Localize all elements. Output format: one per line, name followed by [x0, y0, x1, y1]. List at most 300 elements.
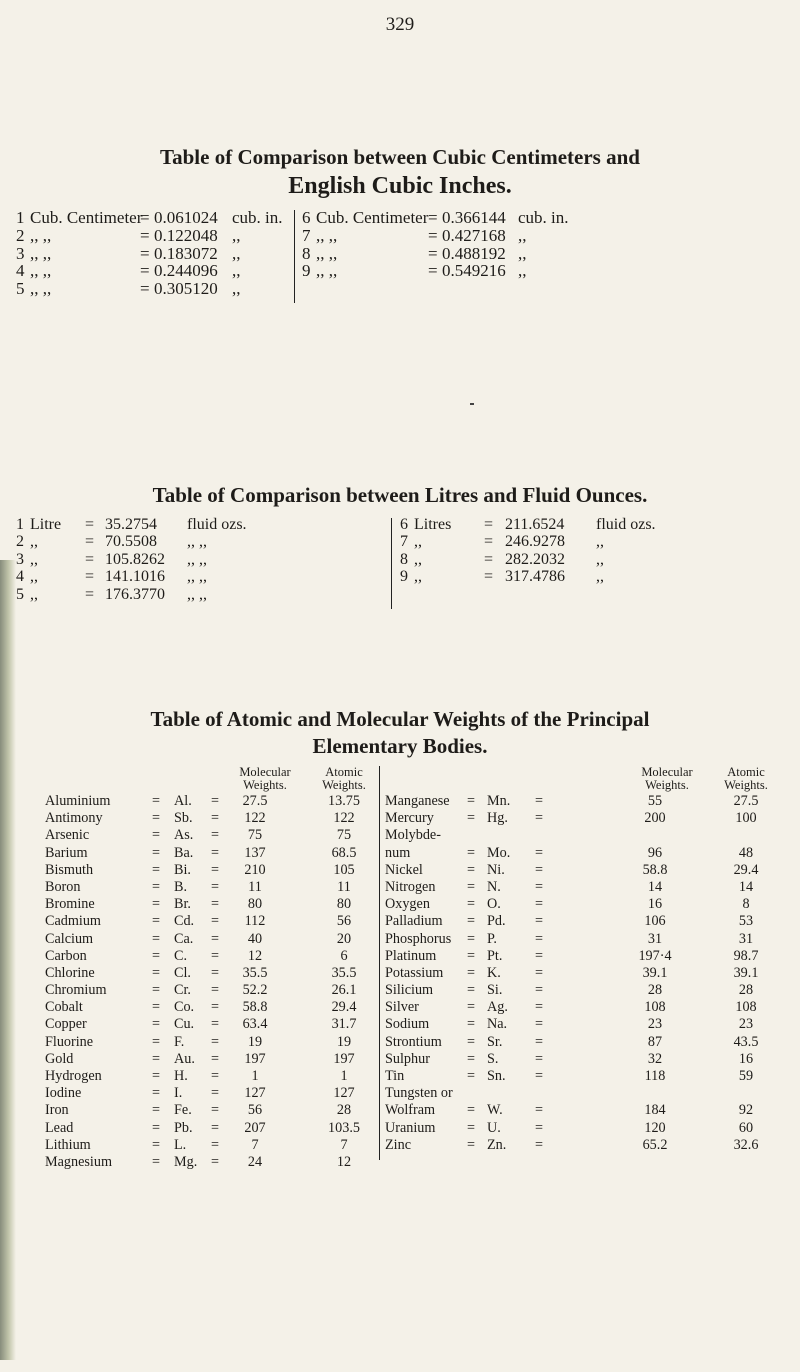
element-symbol: Mg. — [174, 1153, 198, 1170]
molecular-weight: 14 — [647, 878, 663, 895]
equals-sign: = — [85, 568, 95, 586]
element-name: Mercury — [385, 810, 434, 827]
element-symbol: W. — [487, 1102, 503, 1119]
equals-sign: = — [211, 1016, 220, 1033]
molecular-weight: 200 — [644, 810, 666, 827]
element-row — [45, 1154, 380, 1171]
molecular-weight: 63.4 — [242, 1016, 268, 1033]
molecular-weight: 28 — [647, 982, 663, 999]
element-row — [385, 931, 797, 948]
molecular-weight: 19 — [247, 1033, 263, 1050]
equals-sign: = — [467, 793, 476, 809]
element-name: Silicium — [385, 982, 434, 999]
unit-suffix: cub. in. — [518, 208, 569, 227]
equals-sign: = — [140, 208, 150, 227]
element-name: Platinum — [385, 947, 437, 964]
molecular-weight: 127 — [244, 1085, 266, 1102]
row-number: 4 — [16, 261, 25, 281]
element-name: Fluorine — [45, 1033, 94, 1050]
equals-sign: = — [152, 827, 161, 844]
value: 176.3770 — [105, 585, 165, 603]
value: 0.366144 — [442, 208, 506, 227]
equals-sign: = — [467, 861, 476, 878]
element-symbol: Bi. — [174, 861, 191, 878]
left-header-atomic: Atomic Weights. — [322, 765, 366, 792]
equals-sign: = — [467, 964, 476, 981]
equals-sign: = — [535, 861, 544, 878]
element-symbol: Hg. — [487, 810, 508, 827]
atomic-weight: 27.5 — [733, 793, 759, 809]
value: 0.061024 — [154, 208, 218, 227]
element-name: Cadmium — [45, 913, 101, 930]
atomic-weight: 122 — [333, 810, 355, 827]
unit-label: ,, — [30, 550, 38, 568]
element-symbol: H. — [174, 1068, 188, 1084]
molecular-weight: 40 — [247, 930, 263, 947]
equals-sign: = — [152, 1050, 161, 1067]
cubic-table-title-line1: Table of Comparison between Cubic Centimeters and — [160, 145, 640, 169]
element-symbol: I. — [174, 1085, 183, 1102]
element-row — [385, 1068, 797, 1085]
atomic-weight: 20 — [336, 930, 352, 947]
element-symbol: Mn. — [487, 793, 511, 809]
equals-sign: = — [535, 878, 544, 895]
litres-row — [400, 516, 795, 533]
molecular-weight: 80 — [247, 896, 263, 913]
equals-sign: = — [85, 516, 95, 533]
atomic-weight: 13.75 — [328, 793, 360, 809]
equals-sign: = — [535, 1068, 544, 1084]
unit-label: ,, — [414, 533, 422, 551]
unit-label: ,, — [414, 550, 422, 568]
element-row — [45, 879, 380, 896]
cubic-row — [302, 227, 792, 245]
element-row — [385, 1085, 797, 1102]
value: 0.549216 — [442, 261, 506, 281]
atomic-weight: 60 — [738, 1119, 754, 1136]
element-name: Iron — [45, 1102, 69, 1119]
element-row — [45, 793, 380, 810]
element-name: Phosphorus — [385, 930, 452, 947]
element-symbol: Fe. — [174, 1102, 192, 1119]
element-row — [385, 1102, 797, 1119]
element-name: Lead — [45, 1119, 74, 1136]
equals-sign: = — [211, 982, 220, 999]
cubic-right-column — [302, 209, 792, 280]
element-row — [45, 913, 380, 930]
element-name: Oxygen — [385, 896, 430, 913]
equals-sign: = — [211, 1085, 220, 1102]
element-name: Molybde- — [385, 827, 441, 844]
row-number: 8 — [302, 243, 311, 263]
equals-sign: = — [140, 261, 150, 281]
molecular-weight: 52.2 — [242, 982, 268, 999]
atomic-weight: 35.5 — [331, 964, 357, 981]
page-number: 329 — [385, 14, 415, 35]
atomic-weight: 98.7 — [733, 947, 759, 964]
equals-sign: = — [467, 930, 476, 947]
molecular-weight: 27.5 — [242, 793, 268, 809]
element-symbol: P. — [487, 930, 497, 947]
element-symbol: Sb. — [174, 810, 193, 827]
element-row — [385, 1137, 797, 1154]
equals-sign: = — [152, 844, 161, 861]
equals-sign: = — [467, 1033, 476, 1050]
element-row — [385, 1016, 797, 1033]
molecular-weight: 118 — [644, 1068, 666, 1084]
row-number: 9 — [400, 568, 408, 586]
equals-sign: = — [152, 982, 161, 999]
atomic-weight: 31 — [738, 930, 754, 947]
element-symbol: Co. — [174, 999, 195, 1016]
atomic-weight: 68.5 — [331, 844, 357, 861]
element-symbol: Ni. — [487, 861, 505, 878]
element-row — [45, 931, 380, 948]
equals-sign: = — [152, 878, 161, 895]
equals-sign: = — [467, 913, 476, 930]
equals-sign: = — [467, 1102, 476, 1119]
right-header-atomic: Atomic Weights. — [724, 765, 768, 792]
equals-sign: = — [535, 896, 544, 913]
unit-label: ,, ,, — [316, 243, 338, 263]
value: 0.488192 — [442, 243, 506, 263]
value: 246.9278 — [505, 533, 565, 551]
atomic-weight: 108 — [735, 999, 757, 1016]
element-symbol: Zn. — [487, 1136, 507, 1153]
row-number: 8 — [400, 550, 408, 568]
cubic-row — [16, 245, 291, 263]
equals-sign: = — [85, 585, 95, 603]
equals-sign: = — [535, 1136, 544, 1153]
element-symbol: Ag. — [487, 999, 508, 1016]
equals-sign: = — [467, 999, 476, 1016]
element-symbol: Sn. — [487, 1068, 506, 1084]
equals-sign: = — [152, 964, 161, 981]
element-row — [45, 965, 380, 982]
molecular-weight: 55 — [647, 793, 663, 809]
element-row — [45, 1068, 380, 1085]
equals-sign: = — [211, 1102, 220, 1119]
atomic-weight: 127 — [333, 1085, 355, 1102]
value: 35.2754 — [105, 516, 157, 533]
equals-sign: = — [535, 982, 544, 999]
unit-label: Litre — [30, 516, 62, 533]
atomic-weight: 11 — [337, 878, 351, 895]
equals-sign: = — [484, 516, 494, 533]
equals-sign: = — [535, 1050, 544, 1067]
equals-sign: = — [211, 930, 220, 947]
equals-sign: = — [467, 1119, 476, 1136]
atomic-weight: 12 — [336, 1153, 352, 1170]
molecular-weight: 197 — [244, 1050, 266, 1067]
element-row — [385, 896, 797, 913]
row-number: 2 — [16, 533, 24, 551]
molecular-weight: 87 — [647, 1033, 663, 1050]
equals-sign: = — [211, 793, 220, 809]
atomic-weight: 80 — [336, 896, 352, 913]
value: 0.183072 — [154, 243, 218, 263]
litres-left-column — [16, 516, 306, 603]
equals-sign: = — [467, 1016, 476, 1033]
unit-suffix: ,, — [232, 279, 241, 299]
element-name: Copper — [45, 1016, 87, 1033]
molecular-weight: 31 — [647, 930, 663, 947]
litres-row — [400, 551, 795, 568]
molecular-weight: 120 — [644, 1119, 666, 1136]
molecular-weight: 35.5 — [242, 964, 268, 981]
equals-sign: = — [211, 913, 220, 930]
equals-sign: = — [152, 1136, 161, 1153]
equals-sign: = — [535, 810, 544, 827]
molecular-weight: 16 — [647, 896, 663, 913]
molecular-weight: 108 — [644, 999, 666, 1016]
cubic-row — [302, 262, 792, 280]
molecular-weight: 58.8 — [642, 861, 668, 878]
equals-sign: = — [152, 896, 161, 913]
element-name: Palladium — [385, 913, 443, 930]
atomic-weight: 23 — [738, 1016, 754, 1033]
cubic-column-divider — [294, 210, 295, 303]
row-number: 5 — [16, 279, 25, 299]
atomic-weight: 56 — [336, 913, 352, 930]
cubic-row — [16, 227, 291, 245]
element-symbol: K. — [487, 964, 501, 981]
equals-sign: = — [467, 1050, 476, 1067]
equals-sign: = — [211, 1068, 220, 1084]
atomic-weight: 75 — [336, 827, 352, 844]
equals-sign: = — [152, 1119, 161, 1136]
equals-sign: = — [467, 947, 476, 964]
atomic-weight: 39.1 — [733, 964, 759, 981]
unit-label: ,, ,, — [316, 261, 338, 281]
value: 105.8262 — [105, 550, 165, 568]
element-symbol: Sr. — [487, 1033, 503, 1050]
element-name: Chlorine — [45, 964, 95, 981]
equals-sign: = — [211, 947, 220, 964]
equals-sign: = — [140, 225, 150, 245]
cubic-row — [16, 209, 291, 227]
element-row — [385, 1120, 797, 1137]
unit-label: Cub. Centimeter — [316, 208, 429, 227]
element-name: Antimony — [45, 810, 103, 827]
equals-sign: = — [211, 1050, 220, 1067]
equals-sign: = — [535, 1033, 544, 1050]
unit-suffix: ,, — [596, 550, 604, 568]
molecular-weight: 112 — [244, 913, 266, 930]
element-row — [385, 827, 797, 844]
atomic-weight: 14 — [738, 878, 754, 895]
element-row — [385, 948, 797, 965]
element-name: Carbon — [45, 947, 87, 964]
atomic-left-column — [45, 793, 380, 1171]
equals-sign: = — [467, 810, 476, 827]
atomic-weight: 103.5 — [328, 1119, 360, 1136]
element-name: Aluminium — [45, 793, 111, 809]
atomic-weight: 32.6 — [733, 1136, 759, 1153]
unit-suffix: ,, — [232, 225, 241, 245]
equals-sign: = — [484, 533, 494, 551]
equals-sign: = — [467, 1136, 476, 1153]
value: 317.4786 — [505, 568, 565, 586]
element-name: Strontium — [385, 1033, 442, 1050]
element-symbol: Mo. — [487, 844, 511, 861]
equals-sign: = — [211, 1033, 220, 1050]
element-name: Gold — [45, 1050, 74, 1067]
molecular-weight: 184 — [644, 1102, 666, 1119]
element-name: Bromine — [45, 896, 95, 913]
element-row — [385, 879, 797, 896]
molecular-weight: 7 — [251, 1136, 259, 1153]
element-name: Chromium — [45, 982, 107, 999]
litres-row — [16, 551, 306, 568]
element-row — [45, 1051, 380, 1068]
atomic-weight: 53 — [738, 913, 754, 930]
atomic-weight: 28 — [336, 1102, 352, 1119]
equals-sign: = — [535, 1102, 544, 1119]
element-symbol: S. — [487, 1050, 499, 1067]
row-number: 6 — [400, 516, 408, 533]
atomic-weight: 19 — [336, 1033, 352, 1050]
atomic-weight: 48 — [738, 844, 754, 861]
element-name: Calcium — [45, 930, 94, 947]
molecular-weight: 39.1 — [642, 964, 668, 981]
value: 211.6524 — [505, 516, 565, 533]
unit-label: Cub. Centimeter — [30, 208, 143, 227]
equals-sign: = — [152, 861, 161, 878]
element-symbol: N. — [487, 878, 501, 895]
atomic-weight: 43.5 — [733, 1033, 759, 1050]
element-row — [385, 810, 797, 827]
unit-suffix: fluid ozs. — [187, 516, 247, 533]
row-number: 2 — [16, 225, 25, 245]
unit-suffix: ,, — [518, 225, 527, 245]
element-name: Manganese — [385, 793, 450, 809]
atomic-right-column — [385, 793, 797, 1154]
molecular-weight: 207 — [244, 1119, 266, 1136]
stray-mark — [470, 403, 474, 405]
molecular-weight: 137 — [244, 844, 266, 861]
unit-suffix: ,, — [232, 243, 241, 263]
equals-sign: = — [467, 878, 476, 895]
equals-sign: = — [152, 1016, 161, 1033]
element-name: Sulphur — [385, 1050, 430, 1067]
element-name: Tungsten or — [385, 1085, 453, 1102]
element-row — [385, 845, 797, 862]
element-symbol: Br. — [174, 896, 191, 913]
equals-sign: = — [535, 964, 544, 981]
atomic-weight: 100 — [735, 810, 757, 827]
equals-sign: = — [211, 1119, 220, 1136]
equals-sign: = — [152, 1068, 161, 1084]
unit-label: ,, ,, — [30, 243, 52, 263]
equals-sign: = — [428, 261, 438, 281]
element-name: Cobalt — [45, 999, 83, 1016]
equals-sign: = — [211, 844, 220, 861]
atomic-table-title-line2: Elementary Bodies. — [312, 734, 488, 758]
unit-label: ,, ,, — [30, 261, 52, 281]
molecular-weight: 56 — [247, 1102, 263, 1119]
unit-suffix: ,, — [518, 243, 527, 263]
element-name: Arsenic — [45, 827, 90, 844]
molecular-weight: 96 — [647, 844, 663, 861]
atomic-weight: 26.1 — [331, 982, 357, 999]
element-row — [45, 982, 380, 999]
right-header-molecular: Molecular Weights. — [641, 765, 693, 792]
equals-sign: = — [211, 861, 220, 878]
equals-sign: = — [211, 1136, 220, 1153]
unit-suffix: ,, ,, — [187, 533, 207, 551]
unit-suffix: ,, — [518, 261, 527, 281]
equals-sign: = — [152, 930, 161, 947]
molecular-weight: 197·4 — [638, 947, 672, 964]
equals-sign: = — [152, 1102, 161, 1119]
equals-sign: = — [467, 896, 476, 913]
equals-sign: = — [535, 913, 544, 930]
equals-sign: = — [85, 533, 95, 551]
element-name: Sodium — [385, 1016, 430, 1033]
equals-sign: = — [152, 999, 161, 1016]
element-name: Iodine — [45, 1085, 82, 1102]
equals-sign: = — [211, 999, 220, 1016]
molecular-weight: 210 — [244, 861, 266, 878]
equals-sign: = — [467, 844, 476, 861]
equals-sign: = — [535, 947, 544, 964]
element-symbol: C. — [174, 947, 188, 964]
equals-sign: = — [484, 568, 494, 586]
molecular-weight: 24 — [247, 1153, 263, 1170]
atomic-weight: 16 — [738, 1050, 754, 1067]
element-symbol: L. — [174, 1136, 187, 1153]
litres-right-column — [400, 516, 795, 586]
element-row — [45, 999, 380, 1016]
litres-row — [400, 568, 795, 585]
value: 0.122048 — [154, 225, 218, 245]
unit-label: ,, — [30, 533, 38, 551]
cubic-row — [16, 280, 291, 298]
cubic-row — [302, 209, 792, 227]
equals-sign: = — [211, 810, 220, 827]
cubic-row — [16, 262, 291, 280]
unit-label: ,, — [30, 568, 38, 586]
element-row — [385, 1034, 797, 1051]
row-number: 9 — [302, 261, 311, 281]
element-symbol: Pb. — [174, 1119, 193, 1136]
element-name: Lithium — [45, 1136, 91, 1153]
litres-table-title: Table of Comparison between Litres and Fluid Ounces. — [152, 483, 648, 507]
cubic-row — [302, 245, 792, 263]
element-symbol: Si. — [487, 982, 503, 999]
element-symbol: Cl. — [174, 964, 191, 981]
element-name: Wolfram — [385, 1102, 436, 1119]
litres-row — [400, 533, 795, 550]
element-symbol: Al. — [174, 793, 192, 809]
element-row — [45, 1102, 380, 1119]
element-symbol: Au. — [174, 1050, 195, 1067]
element-row — [45, 1016, 380, 1033]
litres-row — [16, 533, 306, 550]
atomic-weight: 59 — [738, 1068, 754, 1084]
molecular-weight: 122 — [244, 810, 266, 827]
row-number: 7 — [400, 533, 408, 551]
equals-sign: = — [535, 793, 544, 809]
molecular-weight: 106 — [644, 913, 666, 930]
molecular-weight: 58.8 — [242, 999, 268, 1016]
row-number: 1 — [16, 208, 25, 227]
page-spine-shadow — [0, 560, 16, 1360]
molecular-weight: 75 — [247, 827, 263, 844]
equals-sign: = — [140, 243, 150, 263]
equals-sign: = — [535, 1016, 544, 1033]
